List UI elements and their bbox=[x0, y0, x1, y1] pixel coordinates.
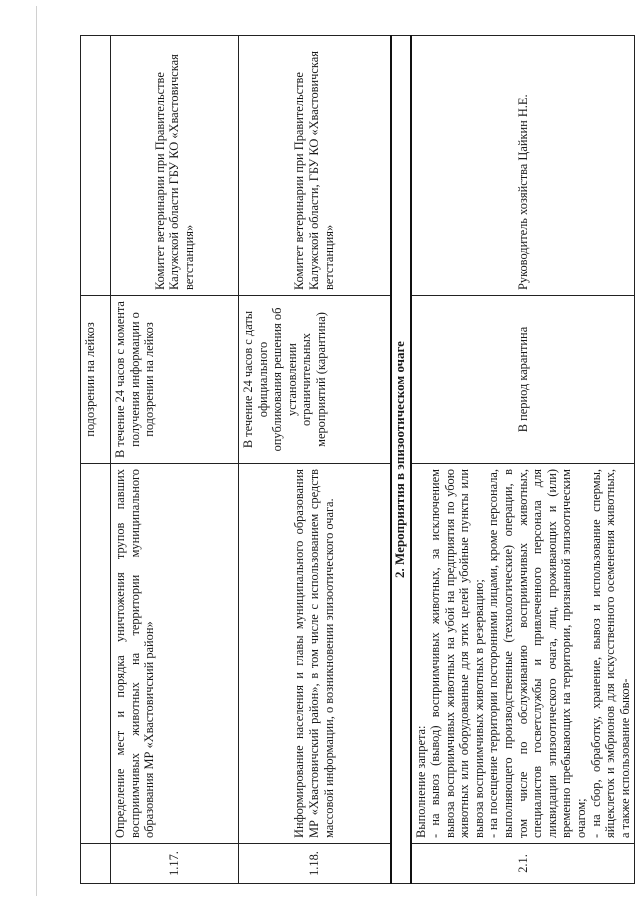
cell-deadline: В течение 24 часов с даты официального опубликования решения об установлении ограничительных мероприятий (карантина) bbox=[239, 296, 391, 464]
cell-action bbox=[411, 464, 635, 844]
cell-deadline: В течение 24 часов с момента получения информации о подозрении на лейкоз bbox=[111, 296, 239, 464]
table-row-1-18 bbox=[239, 36, 391, 884]
scan-margin-line bbox=[36, 6, 37, 896]
section-title: 2. Мероприятия в эпизоотическом очаге bbox=[391, 36, 411, 884]
cell-num bbox=[81, 844, 111, 884]
cell-deadline: В период карантина bbox=[411, 296, 635, 464]
cell-action: Информирование населения и главы муниципального образования МР «Хвастовичский район», в том числе с использованием средств массовой информации, о возникновении эпизоотического очага. bbox=[239, 464, 391, 844]
rotated-document-sheet bbox=[80, 36, 632, 884]
row-number: 1.18. bbox=[239, 844, 391, 884]
cell-responsible: Комитет ветеринарии при Правительстве Калужской области ГБУ КО «Хвастовичская ветстанция» bbox=[111, 36, 239, 296]
row-number: 1.17. bbox=[111, 844, 239, 884]
cell-deadline: подозрении на лейкоз bbox=[81, 296, 111, 464]
table-row-continuation bbox=[81, 36, 111, 884]
action-line: - на посещение территории посторонними лицами, кроме персонала, выполняющего производственные (технологические) операции, в том числе по обслуживанию восприимчивых животных, специалистов госветслужбы и привлеченного персонала для ликвидации эпизоотического очага, лиц, проживающих и (или) временно пребывающих на территории, признанной эпизоотическим очагом; bbox=[486, 469, 589, 838]
action-line: - на вывоз (вывод) восприимчивых животных, за исключением вывоза восприимчивых животных на убой на предприятия по убою животных или оборудованные для этих целей убойные пункты или вывоза восприимчивых животных в резервацию; bbox=[428, 469, 486, 838]
cell-action: Определение мест и порядка уничтожения трупов павших восприимчивых животных на территории муниципального образования МР «Хвастовичский район» bbox=[111, 464, 239, 844]
row-number: 2.1. bbox=[411, 844, 635, 884]
action-plan-table bbox=[80, 35, 635, 884]
cell-responsible: Комитет ветеринарии при Правительстве Калужской области, ГБУ КО «Хвастовичская ветстанция» bbox=[239, 36, 391, 296]
table-row-1-17 bbox=[111, 36, 239, 884]
section-header-row bbox=[391, 36, 411, 884]
action-line: Выполнение запрета: bbox=[413, 725, 428, 838]
action-line: - на сбор, обработку, хранение, вывоз и использование спермы, яйцеклеток и эмбрионов для искусственного осеменения животных, а также использование быков- bbox=[588, 469, 632, 838]
cell-action bbox=[81, 464, 111, 844]
cell-responsible: Руководитель хозяйства Цайкин Н.Е. bbox=[411, 36, 635, 296]
cell-responsible bbox=[81, 36, 111, 296]
table-row-2-1 bbox=[411, 36, 635, 884]
